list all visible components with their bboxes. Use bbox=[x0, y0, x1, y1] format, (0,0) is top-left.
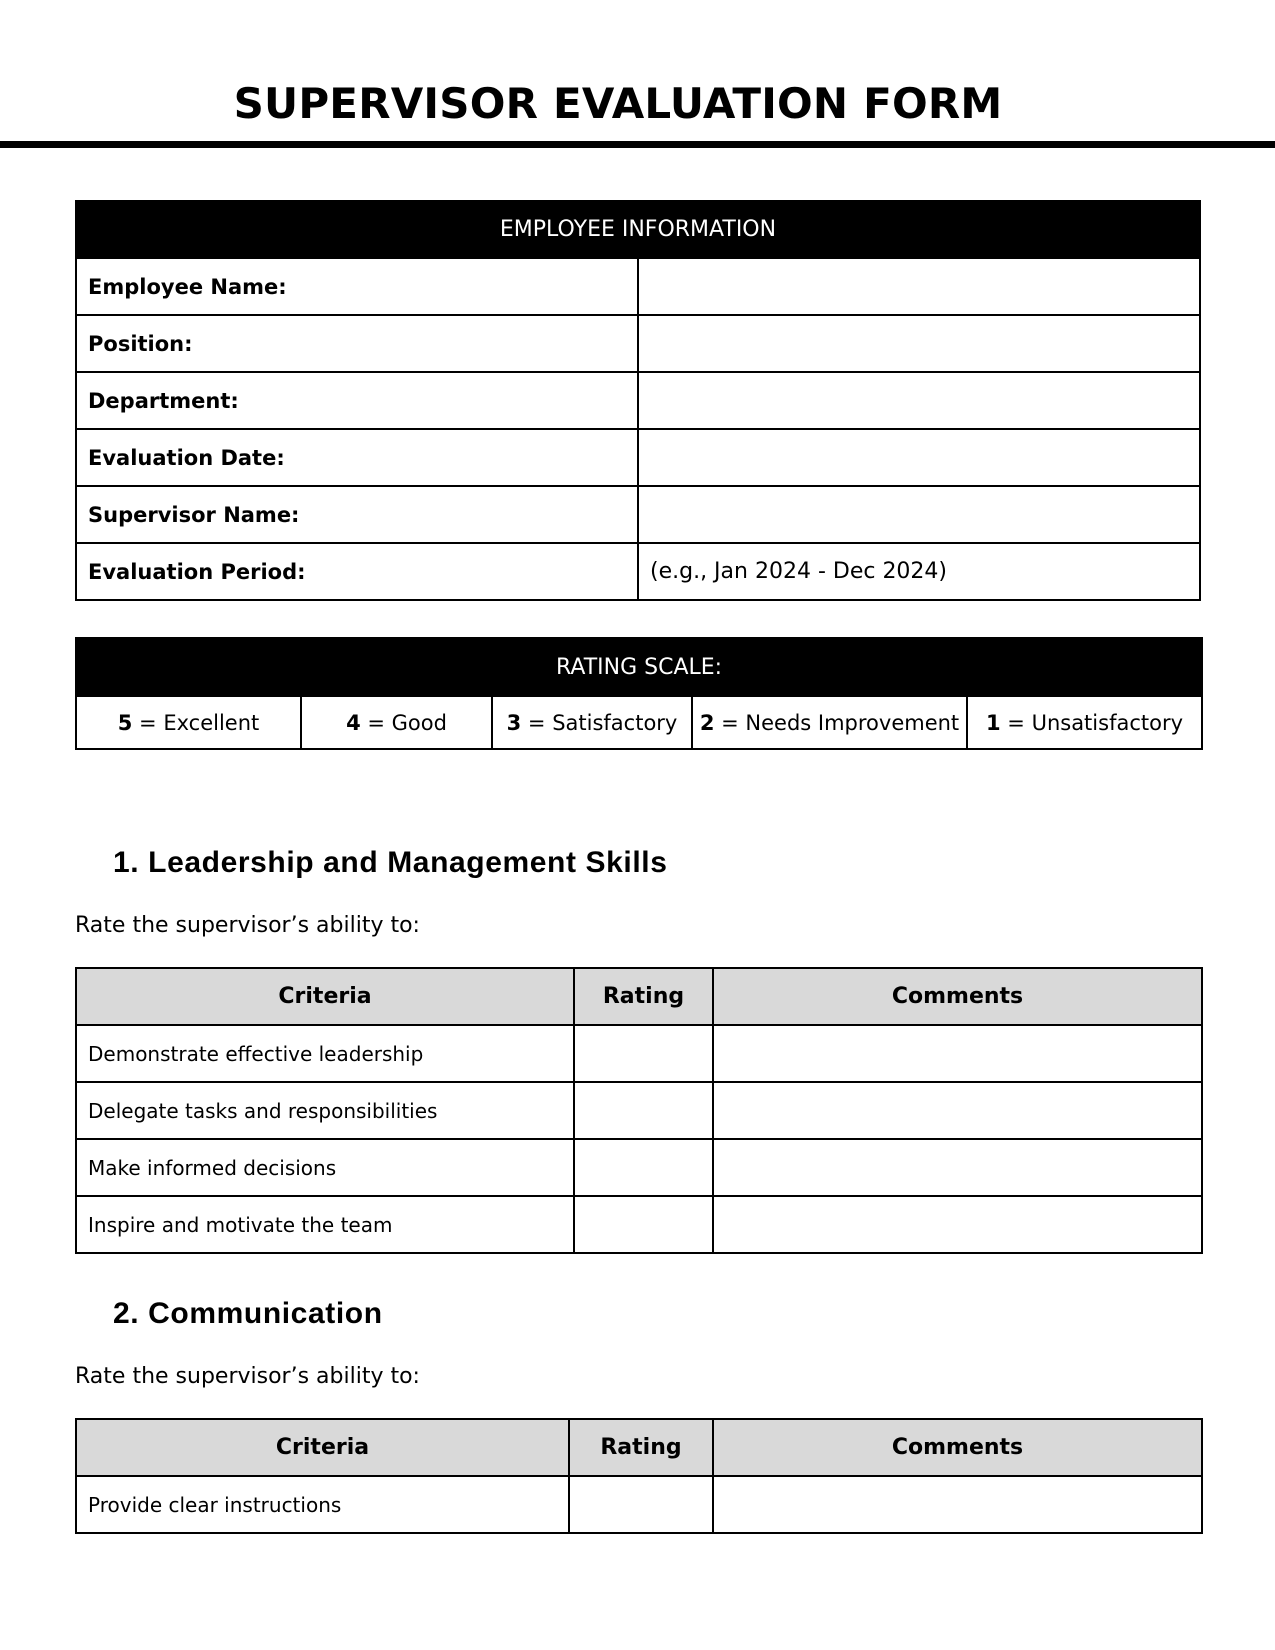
section-intro: Rate the supervisor’s ability to: bbox=[75, 913, 420, 938]
supervisor-name-field[interactable] bbox=[638, 486, 1200, 543]
evaluation-date-label: Evaluation Date: bbox=[76, 429, 638, 486]
table-row bbox=[76, 372, 1200, 429]
form-title: SUPERVISOR EVALUATION FORM bbox=[233, 79, 1003, 128]
scale-number: 5 bbox=[117, 710, 133, 735]
evaluation-date-field[interactable] bbox=[638, 429, 1200, 486]
communication-criteria-table bbox=[75, 1418, 1203, 1534]
scale-number: 2 bbox=[699, 710, 715, 735]
rating-cell[interactable] bbox=[574, 1025, 713, 1082]
rating-cell[interactable] bbox=[574, 1196, 713, 1253]
employee-info-header: EMPLOYEE INFORMATION bbox=[76, 201, 1200, 258]
table-row bbox=[76, 429, 1200, 486]
employee-info-table bbox=[75, 200, 1201, 601]
table-row bbox=[76, 258, 1200, 315]
rating-scale-header: RATING SCALE: bbox=[76, 638, 1202, 696]
scale-text: = Unsatisfactory bbox=[1000, 710, 1184, 735]
table-row bbox=[76, 1476, 1202, 1533]
department-field[interactable] bbox=[638, 372, 1200, 429]
title-divider bbox=[0, 141, 1275, 148]
evaluation-period-label: Evaluation Period: bbox=[76, 543, 638, 600]
position-field[interactable] bbox=[638, 315, 1200, 372]
evaluation-period-field[interactable]: (e.g., Jan 2024 - Dec 2024) bbox=[638, 543, 1200, 600]
table-row bbox=[76, 315, 1200, 372]
rating-cell[interactable] bbox=[574, 1139, 713, 1196]
scale-text: = Good bbox=[360, 710, 447, 735]
table-row bbox=[76, 1196, 1202, 1253]
section-heading-leadership: 1. Leadership and Management Skills bbox=[113, 846, 668, 879]
column-header-rating: Rating bbox=[574, 968, 713, 1025]
scale-item-needs-improvement bbox=[692, 696, 967, 749]
table-row bbox=[76, 696, 1202, 749]
comments-cell[interactable] bbox=[713, 1025, 1202, 1082]
scale-item-excellent bbox=[76, 696, 301, 749]
table-row bbox=[76, 543, 1200, 600]
criteria-cell: Delegate tasks and responsibilities bbox=[76, 1082, 574, 1139]
scale-item-satisfactory bbox=[492, 696, 692, 749]
scale-item-good bbox=[301, 696, 492, 749]
section-heading-communication: 2. Communication bbox=[113, 1297, 383, 1330]
comments-cell[interactable] bbox=[713, 1082, 1202, 1139]
leadership-criteria-table bbox=[75, 967, 1203, 1254]
employee-name-label: Employee Name: bbox=[76, 258, 638, 315]
table-row bbox=[76, 1025, 1202, 1082]
column-header-rating: Rating bbox=[569, 1419, 713, 1476]
position-label: Position: bbox=[76, 315, 638, 372]
column-header-criteria: Criteria bbox=[76, 1419, 569, 1476]
scale-number: 4 bbox=[346, 710, 361, 735]
department-label: Department: bbox=[76, 372, 638, 429]
criteria-cell: Make informed decisions bbox=[76, 1139, 574, 1196]
supervisor-name-label: Supervisor Name: bbox=[76, 486, 638, 543]
comments-cell[interactable] bbox=[713, 1476, 1202, 1533]
rating-cell[interactable] bbox=[569, 1476, 713, 1533]
criteria-cell: Demonstrate effective leadership bbox=[76, 1025, 574, 1082]
column-header-comments: Comments bbox=[713, 968, 1202, 1025]
scale-text: = Excellent bbox=[132, 710, 260, 735]
scale-number: 1 bbox=[986, 710, 1001, 735]
scale-text: = Needs Improvement bbox=[714, 710, 960, 735]
table-header-row bbox=[76, 968, 1202, 1025]
employee-name-field[interactable] bbox=[638, 258, 1200, 315]
column-header-comments: Comments bbox=[713, 1419, 1202, 1476]
scale-text: = Satisfactory bbox=[521, 710, 678, 735]
table-row bbox=[76, 1082, 1202, 1139]
criteria-cell: Inspire and motivate the team bbox=[76, 1196, 574, 1253]
table-header-row bbox=[76, 1419, 1202, 1476]
comments-cell[interactable] bbox=[713, 1196, 1202, 1253]
rating-scale-table bbox=[75, 637, 1203, 750]
scale-number: 3 bbox=[506, 710, 522, 735]
criteria-cell: Provide clear instructions bbox=[76, 1476, 569, 1533]
rating-cell[interactable] bbox=[574, 1082, 713, 1139]
table-row bbox=[76, 1139, 1202, 1196]
scale-item-unsatisfactory bbox=[967, 696, 1202, 749]
table-row bbox=[76, 486, 1200, 543]
comments-cell[interactable] bbox=[713, 1139, 1202, 1196]
column-header-criteria: Criteria bbox=[76, 968, 574, 1025]
section-intro: Rate the supervisor’s ability to: bbox=[75, 1364, 420, 1389]
